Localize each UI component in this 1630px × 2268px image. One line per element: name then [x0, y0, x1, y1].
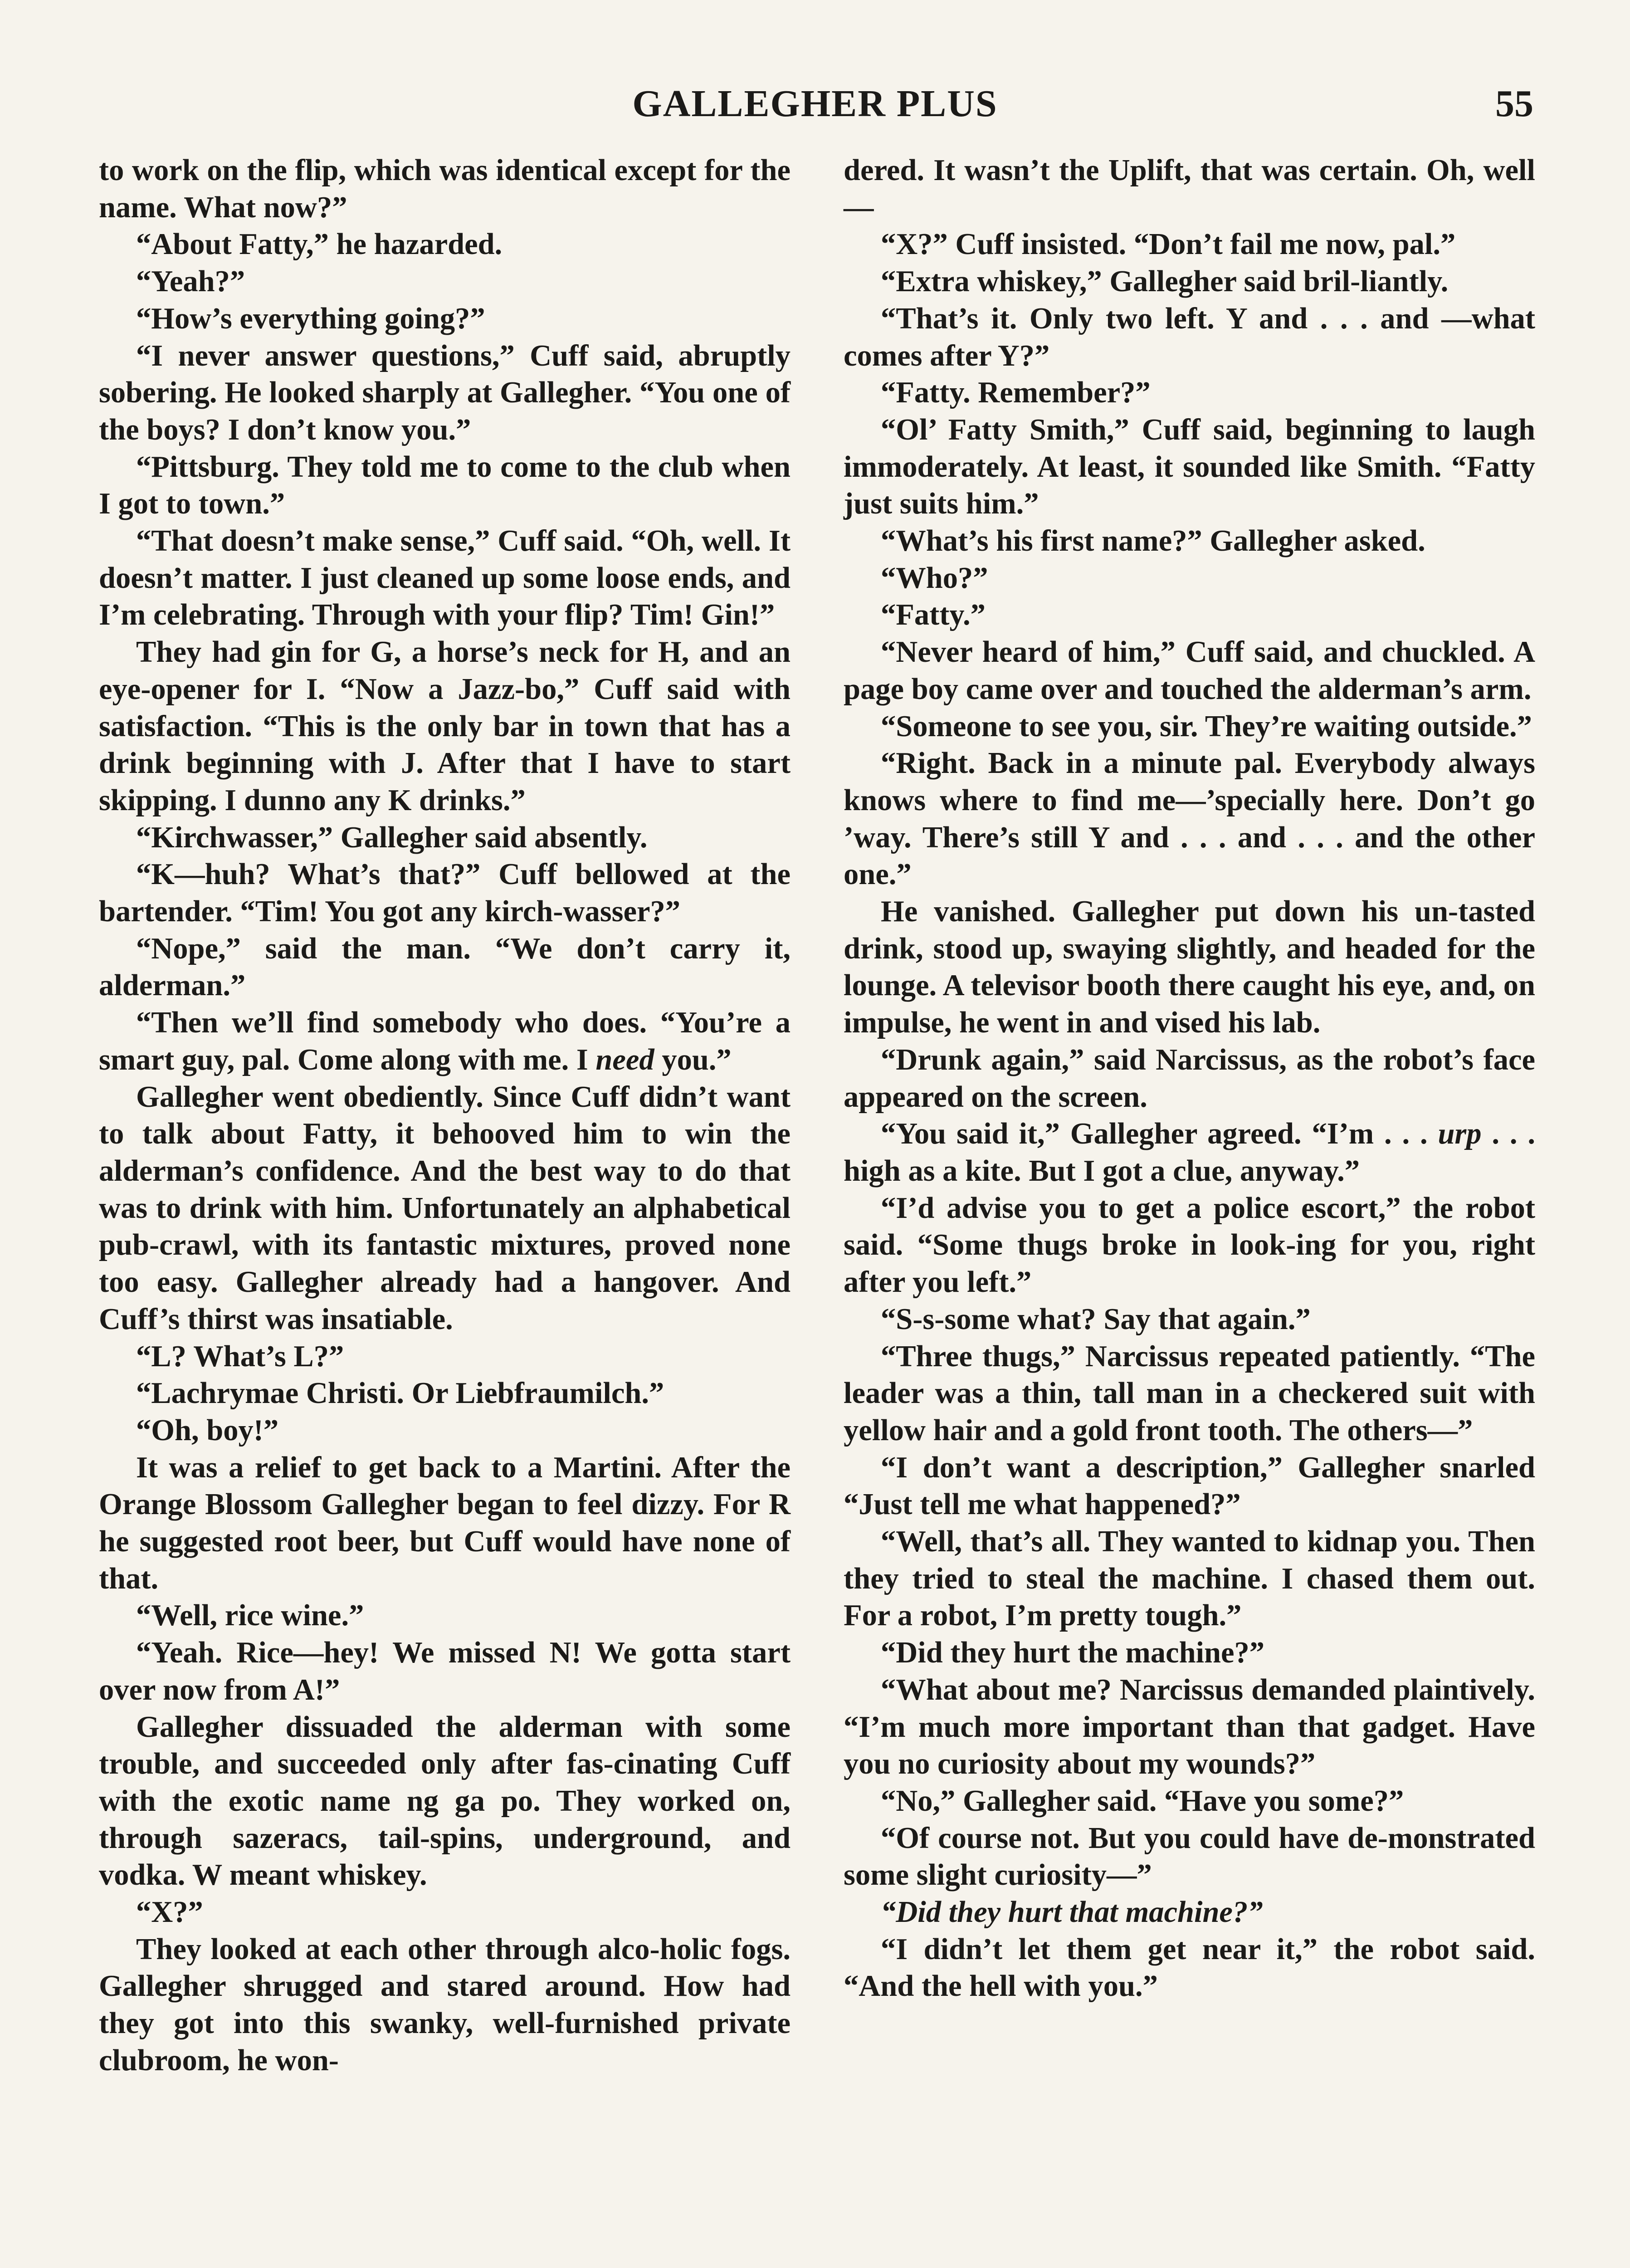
paragraph — [844, 1894, 1535, 1931]
paragraph: “Someone to see you, sir. They’re waiting outside.” — [881, 709, 1532, 743]
emphasis-text: urp — [1438, 1117, 1482, 1151]
paragraph: “How’s everything going?” — [136, 302, 485, 335]
emphasis-text: “Did they hurt that machine?” — [881, 1896, 1263, 1929]
paragraph: “Well, that’s all. They wanted to kidnap you. Then they tried to steal the machine. I chased them out. For a robot, I’m pretty tough.” — [844, 1525, 1535, 1633]
paragraph-text: . . . high as a kite. But I got a clue, anyway.” — [844, 1117, 1536, 1188]
paragraph: “I never answer questions,” Cuff said, abruptly sobering. He looked sharply at Gallegher. “You one of the boys? I don’t know you.” — [99, 339, 791, 446]
paragraph: “That’s it. Only two left. Y and . . . and —what comes after Y?” — [844, 302, 1535, 372]
paragraph: “Lachrymae Christi. Or Liebfraumilch.” — [136, 1377, 664, 1410]
paragraph: “I’d advise you to get a police escort,” the robot said. “Some thugs broke in look-ing for you, right after you left.” — [844, 1191, 1535, 1299]
paragraph: “L? What’s L?” — [136, 1339, 344, 1373]
paragraph: “Nope,” said the man. “We don’t carry it, alderman.” — [99, 932, 791, 1002]
paragraph: Gallegher went obediently. Since Cuff didn’t want to talk about Fatty, it behooved him to win the alderman’s confidence. And the best way to do that was to drink with him. Unfortunately an alphabetical pub-crawl, with its fantastic mixtures, proved none too easy. Gallegher already had a hangover. And Cuff’s thirst was insatiable. — [99, 1080, 791, 1336]
paragraph: “X?” — [136, 1896, 203, 1929]
paragraph: He vanished. Gallegher put down his un-tasted drink, stood up, swaying slightly, and headed for the lounge. A televisor booth there caught his eye, and, on impulse, he went in and vised his lab. — [844, 895, 1535, 1040]
paragraph: They had gin for G, a horse’s neck for H, and an eye-opener for I. “Now a Jazz-bo,” Cuff said with satisfaction. “This is the only bar in town that has a drink beginning with J. After that I have to start skipping. I dunno any K drinks.” — [99, 635, 791, 817]
paragraph: “I didn’t let them get near it,” the robot said. “And the hell with you.” — [844, 1932, 1535, 2003]
paragraph: “Three thugs,” Narcissus repeated patiently. “The leader was a thin, tall man in a checkered suit with yellow hair and a gold front tooth. The others—” — [844, 1339, 1535, 1447]
paragraph: They looked at each other through alco-holic fogs. Gallegher shrugged and stared around. How had they got into this swanky, well-furnished private clubroom, he won- — [99, 1932, 791, 2077]
text-column-left — [99, 152, 791, 2079]
paragraph: “Kirchwasser,” Gallegher said absently. — [136, 821, 648, 854]
page-header — [0, 82, 1630, 141]
paragraph: to work on the flip, which was identical except for the name. What now?” — [99, 154, 791, 224]
paragraph: “Of course not. But you could have de-monstrated some slight curiosity—” — [844, 1821, 1535, 1892]
paragraph: “I don’t want a description,” Gallegher snarled “Just tell me what happened?” — [844, 1451, 1535, 1521]
paragraph: “Drunk again,” said Narcissus, as the robot’s face appeared on the screen. — [844, 1043, 1535, 1114]
paragraph — [844, 1115, 1535, 1189]
paragraph: “Ol’ Fatty Smith,” Cuff said, beginning to laugh immoderately. At least, it sounded like Smith. “Fatty just suits him.” — [844, 413, 1535, 521]
paragraph: “That doesn’t make sense,” Cuff said. “Oh, well. It doesn’t matter. I just cleaned up some loose ends, and I’m celebrating. Through with your flip? Tim! Gin!” — [99, 524, 791, 632]
paragraph: “What’s his first name?” Gallegher asked. — [881, 524, 1425, 558]
paragraph: “S-s-some what? Say that again.” — [881, 1302, 1311, 1336]
text-column-right — [844, 152, 1535, 2005]
paragraph: “Fatty.” — [881, 598, 986, 632]
paragraph: “Yeah. Rice—hey! We missed N! We gotta start over now from A!” — [99, 1636, 791, 1706]
paragraph-text: “Then we’ll find somebody who does. “You’re a smart guy, pal. Come along with me. I — [99, 1006, 791, 1076]
page-number: 55 — [1495, 83, 1533, 125]
paragraph: Gallegher dissuaded the alderman with some trouble, and succeeded only after fas-cinating Cuff with the exotic name ng ga po. They worked on, through sazeracs, tail-spins, underground, and vodka. W meant whiskey. — [99, 1710, 791, 1892]
paragraph — [99, 1004, 791, 1078]
emphasis-text: need — [595, 1043, 654, 1076]
paragraph: It was a relief to get back to a Martini. After the Orange Blossom Gallegher began to feel dizzy. For R he suggested root beer, but Cuff would have none of that. — [99, 1451, 791, 1595]
paragraph: “Extra whiskey,” Gallegher said bril-liantly. — [881, 265, 1449, 298]
paragraph: “K—huh? What’s that?” Cuff bellowed at the bartender. “Tim! You got any kirch-wasser?” — [99, 858, 791, 929]
paragraph: “No,” Gallegher said. “Have you some?” — [881, 1784, 1404, 1818]
paragraph: “Right. Back in a minute pal. Everybody always knows where to find me—’specially here. Don’t go ’way. There’s still Y and . . . and . . . and the other one.” — [844, 747, 1535, 891]
paragraph: “Did they hurt the machine?” — [881, 1636, 1265, 1670]
running-title: GALLEGHER PLUS — [632, 83, 998, 125]
paragraph: “Who?” — [881, 561, 988, 595]
paragraph: “Well, rice wine.” — [136, 1599, 364, 1633]
paragraph: “Yeah?” — [136, 265, 245, 298]
paragraph: “Pittsburg. They told me to come to the club when I got to town.” — [99, 450, 791, 521]
paragraph-text: you.” — [654, 1043, 732, 1076]
paragraph: dered. It wasn’t the Uplift, that was certain. Oh, well— — [844, 154, 1535, 224]
paragraph: “What about me? Narcissus demanded plaintively. “I’m much more important than that gadget. Have you no curiosity about my wounds?” — [844, 1673, 1535, 1781]
paragraph-text: “You said it,” Gallegher agreed. “I’m . . . — [881, 1117, 1438, 1151]
paragraph: “Oh, boy!” — [136, 1413, 279, 1447]
paragraph: “X?” Cuff insisted. “Don’t fail me now, pal.” — [881, 228, 1456, 261]
paragraph: “About Fatty,” he hazarded. — [136, 228, 503, 261]
paragraph: “Fatty. Remember?” — [881, 376, 1151, 410]
paragraph: “Never heard of him,” Cuff said, and chuckled. A page boy came over and touched the alderman’s arm. — [844, 635, 1535, 706]
